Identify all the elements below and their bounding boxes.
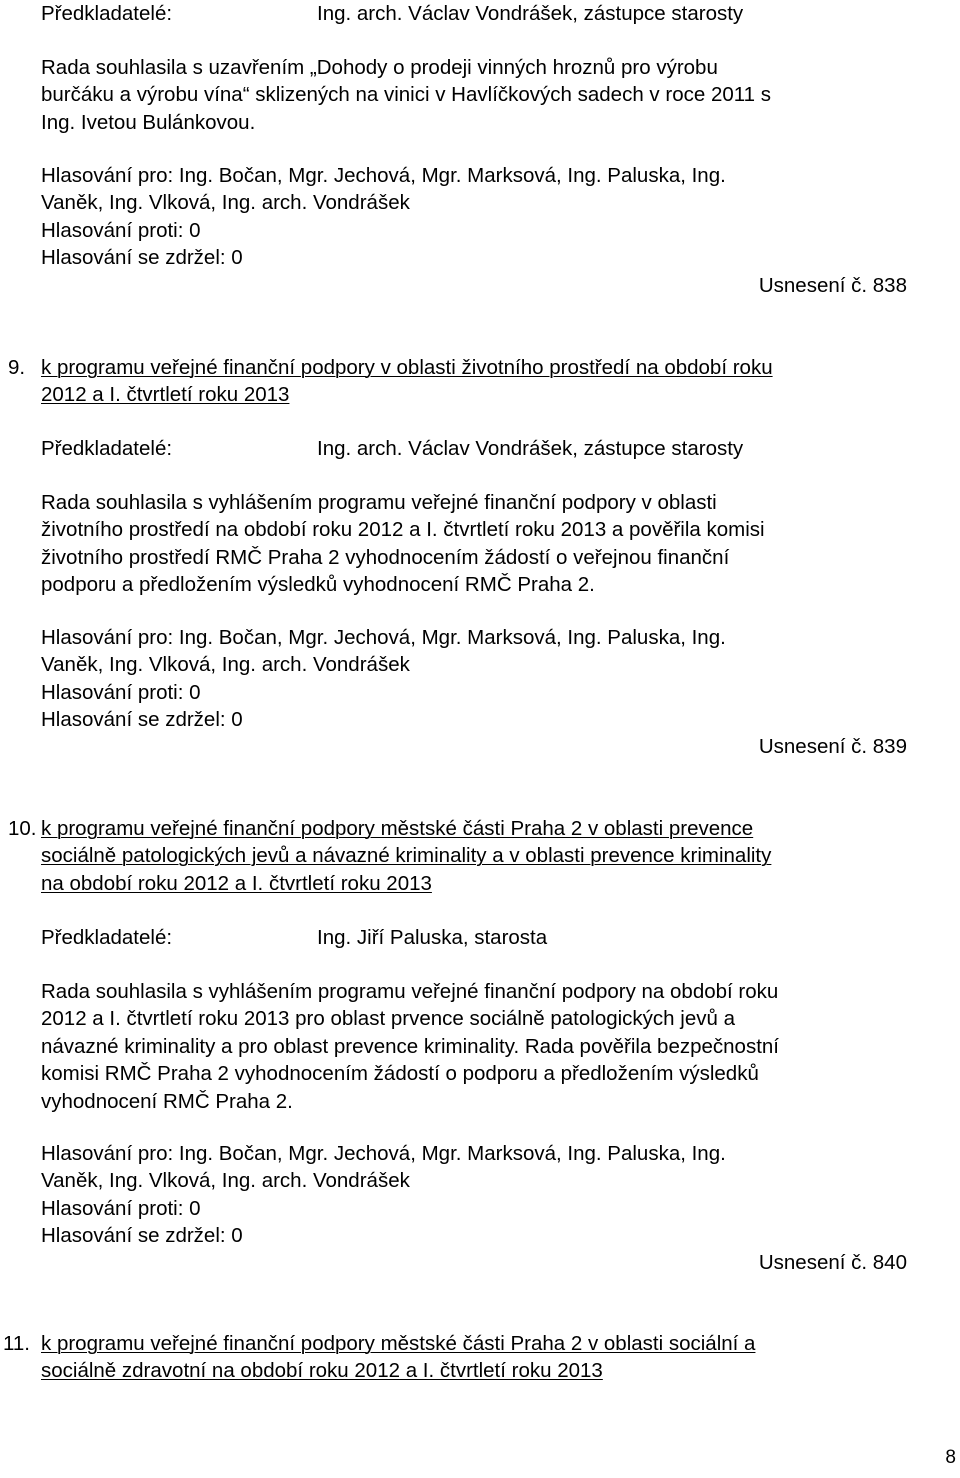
resolution-text [41, 54, 941, 136]
text-line: Rada souhlasila s vyhlášením programu veřejné finanční podpory na období roku [41, 980, 779, 1003]
votes-for: Hlasování pro: Ing. Bočan, Mgr. Jechová, Mgr. Marksová, Ing. Paluska, Ing. [41, 164, 726, 187]
text-line: návazné kriminality a pro oblast prevence kriminality. Rada pověřila bezpečnostní [41, 1034, 779, 1058]
item-title-line: k programu veřejné finanční podpory městské části Praha 2 v oblasti sociální a [41, 1332, 756, 1355]
item-number: 9. [8, 356, 26, 379]
proposer-label: Předkladatelé: [41, 2, 173, 25]
text-line: Ing. Ivetou Bulánkovou. [41, 110, 256, 134]
vote-block [41, 624, 941, 734]
resolution-text [41, 978, 941, 1115]
text-line: vyhodnocení RMČ Praha 2. [41, 1089, 293, 1113]
votes-abstain: Hlasování se zdržel: 0 [41, 708, 243, 732]
item-title-line: 2012 a I. čtvrtletí roku 2013 [41, 383, 290, 407]
text-line: životního prostředí na období roku 2012 a I. čtvrtletí roku 2013 a pověřila komisi [41, 518, 765, 542]
resolution-number: Usnesení č. 838 [758, 274, 907, 297]
resolution-text [41, 489, 941, 599]
agenda-item-heading [8, 354, 941, 409]
votes-abstain: Hlasování se zdržel: 0 [41, 246, 243, 270]
votes-for: Hlasování pro: Ing. Bočan, Mgr. Jechová, Mgr. Marksová, Ing. Paluska, Ing. [41, 1142, 726, 1165]
proposer-name: Ing. arch. Václav Vondrášek, zástupce starosty [317, 437, 744, 460]
proposer-row [41, 0, 941, 27]
proposer-name: Ing. arch. Václav Vondrášek, zástupce starosty [317, 2, 744, 25]
proposer-row [41, 435, 941, 462]
proposer-name: Ing. Jiří Paluska, starosta [317, 926, 548, 949]
item-title-line: k programu veřejné finanční podpory v oblasti životního prostředí na období roku [41, 356, 773, 379]
proposer-label: Předkladatelé: [41, 926, 173, 949]
proposer-label: Předkladatelé: [41, 437, 173, 460]
proposer-row [41, 924, 941, 951]
text-line: 2012 a I. čtvrtletí roku 2013 pro oblast prvence sociálně patologických jevů a [41, 1007, 735, 1031]
text-line: komisi RMČ Praha 2 vyhodnocením žádostí o podporu a předložením výsledků [41, 1062, 759, 1086]
votes-against: Hlasování proti: 0 [41, 680, 201, 704]
agenda-item-heading [8, 815, 941, 897]
resolution-number: Usnesení č. 840 [758, 1251, 907, 1274]
item-number: 11. [3, 1332, 30, 1355]
votes-for: Vaněk, Ing. Vlková, Ing. arch. Vondrášek [41, 191, 410, 215]
votes-against: Hlasování proti: 0 [41, 1196, 201, 1220]
item-title-line: sociálně patologických jevů a návazné kriminality a v oblasti prevence kriminality [41, 844, 772, 868]
votes-for: Hlasování pro: Ing. Bočan, Mgr. Jechová, Mgr. Marksová, Ing. Paluska, Ing. [41, 626, 726, 649]
text-line: podporu a předložením výsledků vyhodnocení RMČ Praha 2. [41, 573, 595, 597]
vote-block [41, 162, 941, 272]
resolution-number: Usnesení č. 839 [758, 735, 907, 758]
text-line: burčáku a výrobu vína“ sklizených na vinici v Havlíčkových sadech v roce 2011 s [41, 83, 771, 107]
text-line: Rada souhlasila s uzavřením „Dohody o prodeji vinných hroznů pro výrobu [41, 56, 718, 79]
vote-block [41, 1140, 941, 1250]
votes-for: Vaněk, Ing. Vlková, Ing. arch. Vondrášek [41, 653, 410, 677]
votes-for: Vaněk, Ing. Vlková, Ing. arch. Vondrášek [41, 1169, 410, 1193]
item-number: 10. [8, 817, 37, 840]
votes-against: Hlasování proti: 0 [41, 218, 201, 242]
item-title-line: sociálně zdravotní na období roku 2012 a I. čtvrtletí roku 2013 [41, 1359, 603, 1383]
votes-abstain: Hlasování se zdržel: 0 [41, 1224, 243, 1248]
item-title-line: na období roku 2012 a I. čtvrtletí roku 2013 [41, 871, 432, 895]
text-line: životního prostředí RMČ Praha 2 vyhodnocením žádostí o veřejnou finanční [41, 545, 730, 569]
page-number: 8 [945, 1447, 956, 1468]
item-title-line: k programu veřejné finanční podpory městské části Praha 2 v oblasti prevence [41, 817, 754, 840]
text-line: Rada souhlasila s vyhlášením programu veřejné finanční podpory v oblasti [41, 491, 717, 514]
agenda-item-heading [3, 1330, 941, 1385]
